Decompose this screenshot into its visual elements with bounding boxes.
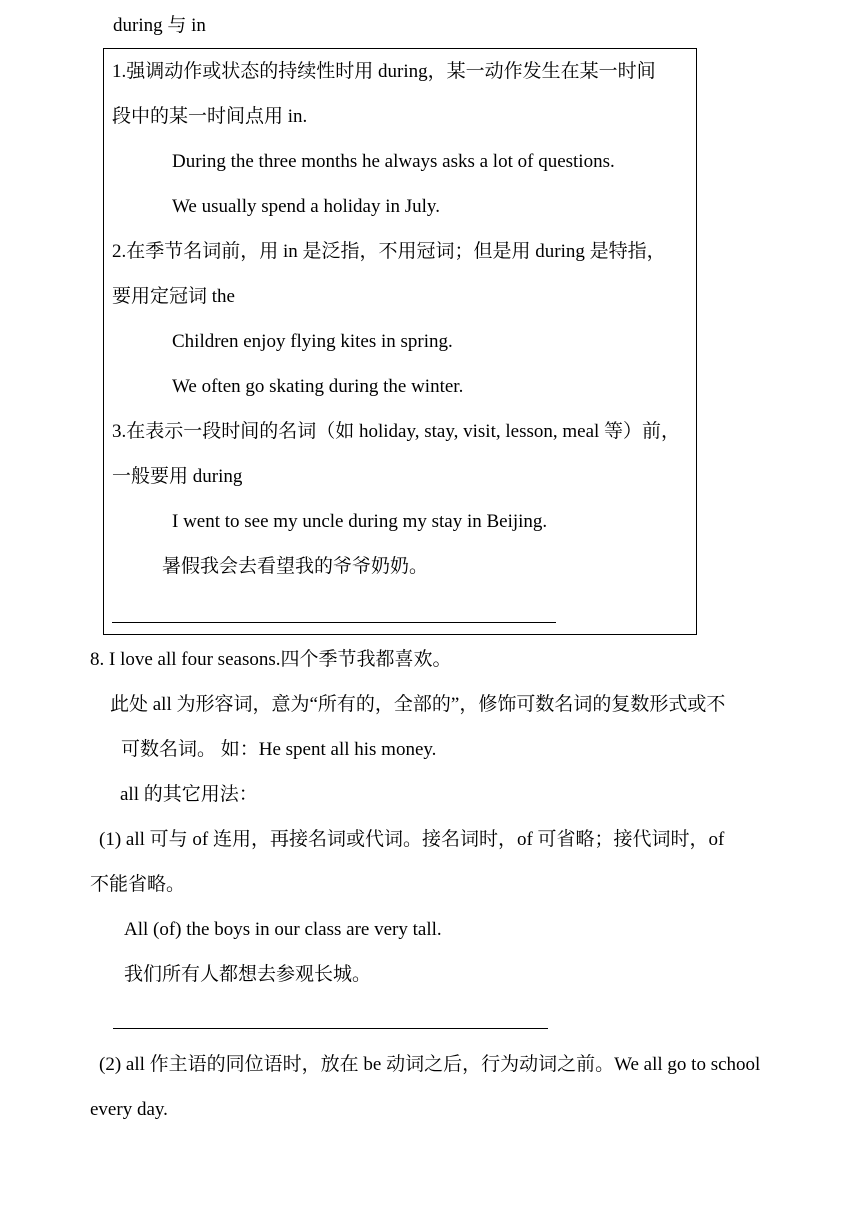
answer-blank-line[interactable] xyxy=(113,1028,548,1029)
rule3-line1: 3.在表示一段时间的名词（如 holiday, stay, visit, lesson, meal 等）前， xyxy=(112,421,681,442)
section-heading: during 与 in xyxy=(113,15,206,36)
item8-explanation-line2: 可数名词。 如：He spent all his money. xyxy=(121,739,437,760)
item8-explanation-line1: 此处 all 为形容词，意为“所有的，全部的”，修饰可数名词的复数形式或不 xyxy=(110,694,726,715)
rule1-line2: 段中的某一时间点用 in. xyxy=(112,106,308,127)
rule3-line2: 一般要用 during xyxy=(112,466,243,487)
rule2-line2: 要用定冠词 the xyxy=(112,286,235,307)
example-sentence: I went to see my uncle during my stay in Beijing. xyxy=(172,511,548,532)
rule2-line1: 2.在季节名词前，用 in 是泛指，不用冠词；但是用 during 是特指， xyxy=(112,241,666,262)
answer-blank-line[interactable] xyxy=(112,622,556,623)
usage1-line1: (1) all 可与 of 连用，再接名词或代词。接名词时，of 可省略；接代词时，of xyxy=(99,829,725,850)
example-sentence: We usually spend a holiday in July. xyxy=(172,196,440,217)
example-sentence: During the three months he always asks a lot of questions. xyxy=(172,151,615,172)
usage2-line2: every day. xyxy=(90,1099,168,1120)
translation-practice-prompt: 我们所有人都想去参观长城。 xyxy=(124,964,372,985)
other-usage-heading: all 的其它用法： xyxy=(120,784,258,805)
item8-title: 8. I love all four seasons.四个季节我都喜欢。 xyxy=(90,649,452,670)
example-sentence: Children enjoy flying kites in spring. xyxy=(172,331,453,352)
usage1-line2: 不能省略。 xyxy=(90,874,186,895)
example-sentence: We often go skating during the winter. xyxy=(172,376,464,397)
translation-practice-prompt: 暑假我会去看望我的爷爷奶奶。 xyxy=(162,556,429,577)
rule1-line1: 1.强调动作或状态的持续性时用 during，某一动作发生在某一时间 xyxy=(112,61,656,82)
example-sentence: All (of) the boys in our class are very tall. xyxy=(124,919,442,940)
usage2-line1: (2) all 作主语的同位语时，放在 be 动词之后，行为动词之前。We all go to school xyxy=(99,1054,761,1075)
